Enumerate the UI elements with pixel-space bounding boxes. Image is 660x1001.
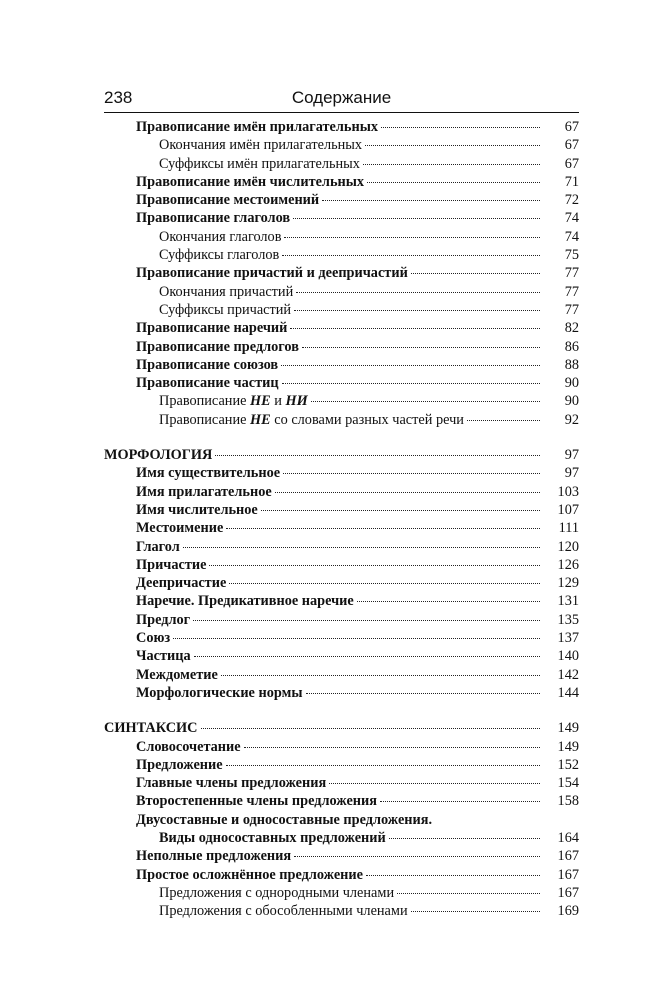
toc-entry [104,829,579,847]
dot-leader [296,292,540,293]
toc-entry-title: Словосочетание [136,738,241,755]
dot-leader [194,656,540,657]
toc-page-number: 86 [564,338,579,355]
dot-leader [281,365,540,366]
dot-leader [209,565,540,566]
dot-leader [282,255,540,256]
toc-page-number: 75 [564,247,579,264]
toc-entry [104,647,579,665]
toc-page-number: 97 [564,447,579,464]
toc-entry [104,538,579,556]
toc-page-number: 126 [557,556,579,573]
dot-leader [201,728,541,729]
toc-page-number: 90 [564,375,579,392]
toc-entry-title: Правописание глаголов [136,210,291,227]
toc-entry-title: Виды односоставных предложений [159,829,386,846]
toc-entry-title: Предложения с однородными членами [159,884,395,901]
dot-leader [183,547,540,548]
toc-page-number: 74 [564,228,579,245]
toc-entry [104,392,579,410]
toc-entry [104,501,579,519]
toc-page-number: 169 [557,903,579,920]
toc-page-number: 103 [557,483,579,500]
toc-entry [104,866,579,884]
toc-page-number: 67 [564,137,579,154]
toc-entry [104,774,579,792]
toc-page-number: 135 [557,611,579,628]
toc-entry-title: Правописание союзов [136,356,279,373]
toc-entry-title: Местоимение [136,520,224,537]
toc-entry [104,136,579,154]
toc-page-number: 154 [557,775,579,792]
dot-leader [221,675,540,676]
running-title: Содержание [291,88,392,107]
toc-page-number: 152 [557,756,579,773]
toc-page-number: 111 [558,520,579,537]
toc-entry-title: Предлог [136,611,191,628]
toc-entry [104,319,579,337]
toc-entry [104,811,579,829]
toc-entry-title [159,392,308,410]
dot-leader [380,801,540,802]
toc-entry-title: Правописание причастий и деепричастий [136,265,408,282]
dot-leader [275,492,540,493]
dot-leader [329,783,540,784]
toc-page-number: 67 [564,155,579,172]
toc-page-number: 92 [564,411,579,428]
toc-entry [104,574,579,592]
toc-page-number: 149 [557,720,579,737]
toc-entry [104,611,579,629]
toc-page-number: 144 [557,684,579,701]
toc-entry [104,629,579,647]
toc-entry [104,847,579,865]
dot-leader [389,838,540,839]
toc-page-number: 167 [557,884,579,901]
toc-page-number: 72 [564,192,579,209]
dot-leader [215,455,540,456]
toc-text-part: Правописание [159,411,251,428]
toc-entry [104,246,579,264]
toc-entry [104,592,579,610]
dot-leader [244,747,540,748]
toc-entry-title [159,411,464,429]
toc-entry-title: Правописание имён прилагательных [136,119,379,135]
toc-entry [104,884,579,902]
dot-leader [261,510,540,511]
toc-text-part: и [270,393,286,410]
toc-entry-title: Причастие [136,556,207,573]
dot-leader [193,620,540,621]
toc-entry-title: Имя прилагательное [136,483,272,500]
toc-entry-title: Союз [136,630,171,647]
toc-entry-title: Суффиксы глаголов [159,247,280,264]
toc-entry [104,228,579,246]
toc-entry-title: Второстепенные члены предложения [136,793,378,810]
table-of-contents [104,118,579,920]
dot-leader [302,347,540,348]
toc-page-number: 97 [564,465,579,482]
dot-leader [367,182,540,183]
toc-entry [104,519,579,537]
toc-entry-title: Междометие [136,666,218,683]
dot-leader [311,401,540,402]
dot-leader [293,218,540,219]
toc-page-number: 140 [557,648,579,665]
page-number: 238 [104,88,133,107]
toc-emphasis: НЕ [250,393,271,410]
toc-entry [104,464,579,482]
toc-entry [104,738,579,756]
dot-leader [226,765,540,766]
toc-page-number: 74 [564,210,579,227]
toc-entry-title: Суффиксы причастий [159,301,292,318]
dot-leader [467,420,540,421]
toc-entry-title: СИНТАКСИС [104,720,198,737]
toc-entry [104,792,579,810]
toc-entry-title: Имя числительное [136,501,258,518]
toc-entry-title: Предложения с обособленными членами [159,903,408,920]
toc-entry-title: Правописание местоимений [136,192,320,209]
dot-leader [294,856,540,857]
toc-entry-title: МОРФОЛОГИЯ [104,447,213,464]
dot-leader [366,875,540,876]
toc-entry [104,283,579,301]
toc-entry [104,556,579,574]
toc-page-number: 71 [564,173,579,190]
toc-entry-title: Частица [136,648,191,665]
toc-entry [104,301,579,319]
toc-page-number: 164 [557,829,579,846]
toc-text-part: со словами разных частей речи [270,411,464,428]
toc-section-heading [104,446,579,464]
toc-page-number: 77 [564,301,579,318]
dot-leader [284,237,540,238]
toc-entry [104,411,579,429]
toc-entry-title: Окончания имён прилагательных [159,137,363,154]
toc-entry [104,902,579,920]
toc-entry [104,209,579,227]
dot-leader [322,200,540,201]
dot-leader [306,693,540,694]
toc-entry-title: Морфологические нормы [136,684,303,701]
toc-entry [104,155,579,173]
toc-entry-title: Правописание наречий [136,320,288,337]
toc-entry-title: Окончания причастий [159,283,294,300]
toc-entry-title: Имя существительное [136,465,281,482]
toc-page-number: 88 [564,356,579,373]
toc-entry-title: Наречие. Предикативное наречие [136,593,354,610]
toc-entry-title: Предложение [136,756,223,773]
toc-page-number: 107 [557,501,579,518]
toc-entry [104,173,579,191]
toc-page-number: 142 [557,666,579,683]
toc-entry-title: Деепричастие [136,575,227,592]
toc-page-number: 129 [557,575,579,592]
toc-page-number: 158 [557,793,579,810]
toc-page-number: 120 [557,538,579,555]
dot-leader [357,601,540,602]
dot-leader [294,310,540,311]
toc-page-number: 131 [557,593,579,610]
toc-text-part: Правописание [159,393,251,410]
dot-leader [411,273,540,274]
dot-leader [397,893,540,894]
toc-entry [104,756,579,774]
toc-page-number: 77 [564,283,579,300]
dot-leader [282,383,540,384]
toc-entry-title: Неполные предложения [136,848,292,865]
dot-leader [365,145,540,146]
toc-section-heading [104,719,579,737]
toc-page-number: 149 [557,738,579,755]
toc-entry-title: Правописание частиц [136,375,279,392]
dot-leader [229,583,540,584]
toc-entry-title: Глагол [136,538,180,555]
toc-entry [104,338,579,356]
toc-entry-title: Простое осложнённое предложение [136,866,364,883]
toc-entry [104,684,579,702]
dot-leader [363,164,540,165]
toc-page-number: 77 [564,265,579,282]
toc-entry [104,191,579,209]
toc-entry [104,666,579,684]
dot-leader [290,328,540,329]
dot-leader [226,528,540,529]
running-header [104,86,579,113]
toc-entry [104,483,579,501]
toc-entry [104,356,579,374]
toc-page-number: 167 [557,848,579,865]
toc-page-number: 90 [564,393,579,410]
toc-emphasis: НИ [285,393,308,410]
toc-entry [104,374,579,392]
toc-entry [104,118,579,136]
dot-leader [173,638,540,639]
toc-entry-title: Суффиксы имён прилагательных [159,155,360,172]
dot-leader [381,127,540,128]
toc-entry-title: Главные члены предложения [136,775,327,792]
toc-entry-title: Правописание имён числительных [136,173,365,190]
dot-leader [283,473,540,474]
toc-entry-title: Правописание предлогов [136,338,299,355]
toc-entry-title: Двусоставные и односоставные предложения. [136,811,433,828]
toc-page-number: 167 [557,866,579,883]
toc-page-number: 67 [564,119,579,135]
toc-page-number: 82 [564,320,579,337]
toc-entry [104,264,579,282]
toc-emphasis: НЕ [250,411,271,428]
toc-entry-title: Окончания глаголов [159,228,282,245]
toc-page-number: 137 [557,630,579,647]
dot-leader [411,911,540,912]
